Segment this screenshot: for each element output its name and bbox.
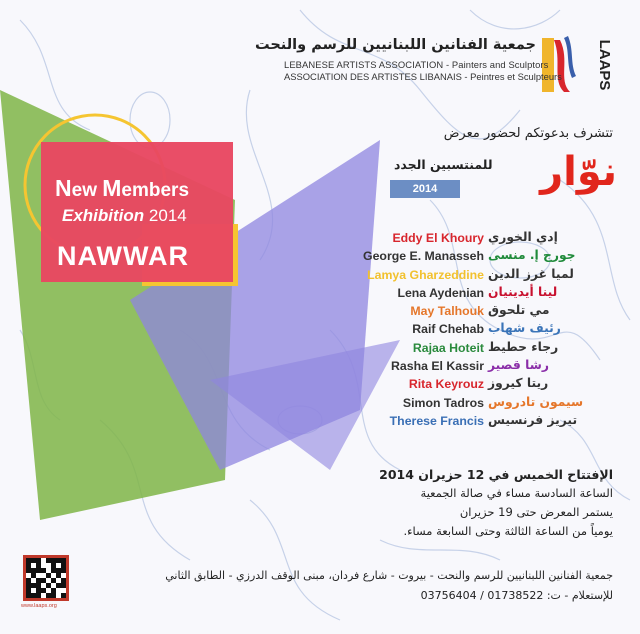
artist-name-english: George E. Manasseh xyxy=(363,249,484,264)
exhibition-until: يستمر المعرض حتى 19 حزيران xyxy=(459,505,613,519)
artist-list xyxy=(300,231,620,432)
artist-name-arabic: رجاء حطيط xyxy=(488,339,559,354)
artist-row xyxy=(300,304,620,322)
artist-name-english: Lena Aydenian xyxy=(397,285,484,300)
artist-name-arabic: سيمون تادروس xyxy=(488,394,584,409)
artist-row xyxy=(300,414,620,432)
artist-name-arabic: ريتا كيروز xyxy=(488,376,549,391)
artist-row xyxy=(300,249,620,267)
qr-code[interactable] xyxy=(23,555,69,601)
exhibition-subtitle-arabic: للمنتسبين الجدد xyxy=(394,157,493,172)
exhibition-title-arabic: نوّار xyxy=(540,149,617,195)
artist-row xyxy=(300,268,620,286)
org-name-french: ASSOCIATION DES ARTISTES LIBANAIS - Peintres et Sculpteurs xyxy=(284,71,562,82)
logo-text: LAAPS xyxy=(596,39,613,91)
website-url[interactable]: www.laaps.org xyxy=(21,603,57,609)
artist-name-english: Rajaa Hoteit xyxy=(412,340,484,355)
artist-name-english: Therese Francis xyxy=(389,413,484,428)
year-badge: 2014 xyxy=(390,180,460,198)
artist-row xyxy=(300,377,620,395)
artist-name-arabic: مي تلحوق xyxy=(488,303,550,318)
artist-name-english: May Talhouk xyxy=(410,304,484,319)
artist-row xyxy=(300,231,620,249)
address-line: جمعية الفنانين اللبنانيين للرسم والنحت - بيروت - شارع فردان، مبنى الوقف الدرزي - الطابق الثاني xyxy=(165,569,613,582)
contact-phone: للإستعلام - ت: 01738522 / 03756404 xyxy=(420,589,613,602)
association-logo xyxy=(540,20,630,110)
artist-name-arabic: تيريز فرنسيس xyxy=(488,412,578,427)
artist-row xyxy=(300,322,620,340)
artist-name-arabic: رئيف شهاب xyxy=(488,321,561,336)
artist-row xyxy=(300,341,620,359)
artist-name-arabic: جورج إ. منسى xyxy=(488,248,576,263)
artist-name-arabic: لميا غرز الدين xyxy=(488,266,574,281)
artist-name-english: Lamya Gharzeddine xyxy=(367,267,484,282)
artist-name-english: Raif Chehab xyxy=(412,322,484,337)
artist-row xyxy=(300,359,620,377)
org-name-english: LEBANESE ARTISTS ASSOCIATION - Painters and Sculptors xyxy=(284,59,549,70)
opening-time: الساعة السادسة مساء في صالة الجمعية xyxy=(420,486,613,500)
artist-name-english: Rita Keyrouz xyxy=(408,377,484,392)
artist-row xyxy=(300,396,620,414)
artist-name-arabic: إدي الخوري xyxy=(488,230,558,244)
org-name-arabic: جمعية الفنانين اللبنانيين للرسم والنحت xyxy=(255,37,536,53)
artist-name-arabic: رشا قصير xyxy=(488,358,549,373)
promo-exhibition: Exhibition 2014 xyxy=(62,206,187,225)
artist-name-arabic: لينا أيدينيان xyxy=(488,284,558,299)
invitation-line: تتشرف بدعوتكم لحضور معرض xyxy=(443,126,613,141)
artist-row xyxy=(300,286,620,304)
promo-nawwar: NAWWAR xyxy=(57,241,189,271)
artist-name-english: Rasha El Kassir xyxy=(391,359,484,374)
artist-name-english: Eddy El Khoury xyxy=(392,231,484,245)
opening-date: الإفتتاح الخميس في 12 حزيران 2014 xyxy=(379,467,613,482)
artist-name-english: Simon Tadros xyxy=(402,395,484,410)
promo-new-members: New Members xyxy=(55,175,190,201)
exhibition-hours: يومياً من الساعة الثالثة وحتى السابعة مساء. xyxy=(403,524,613,538)
